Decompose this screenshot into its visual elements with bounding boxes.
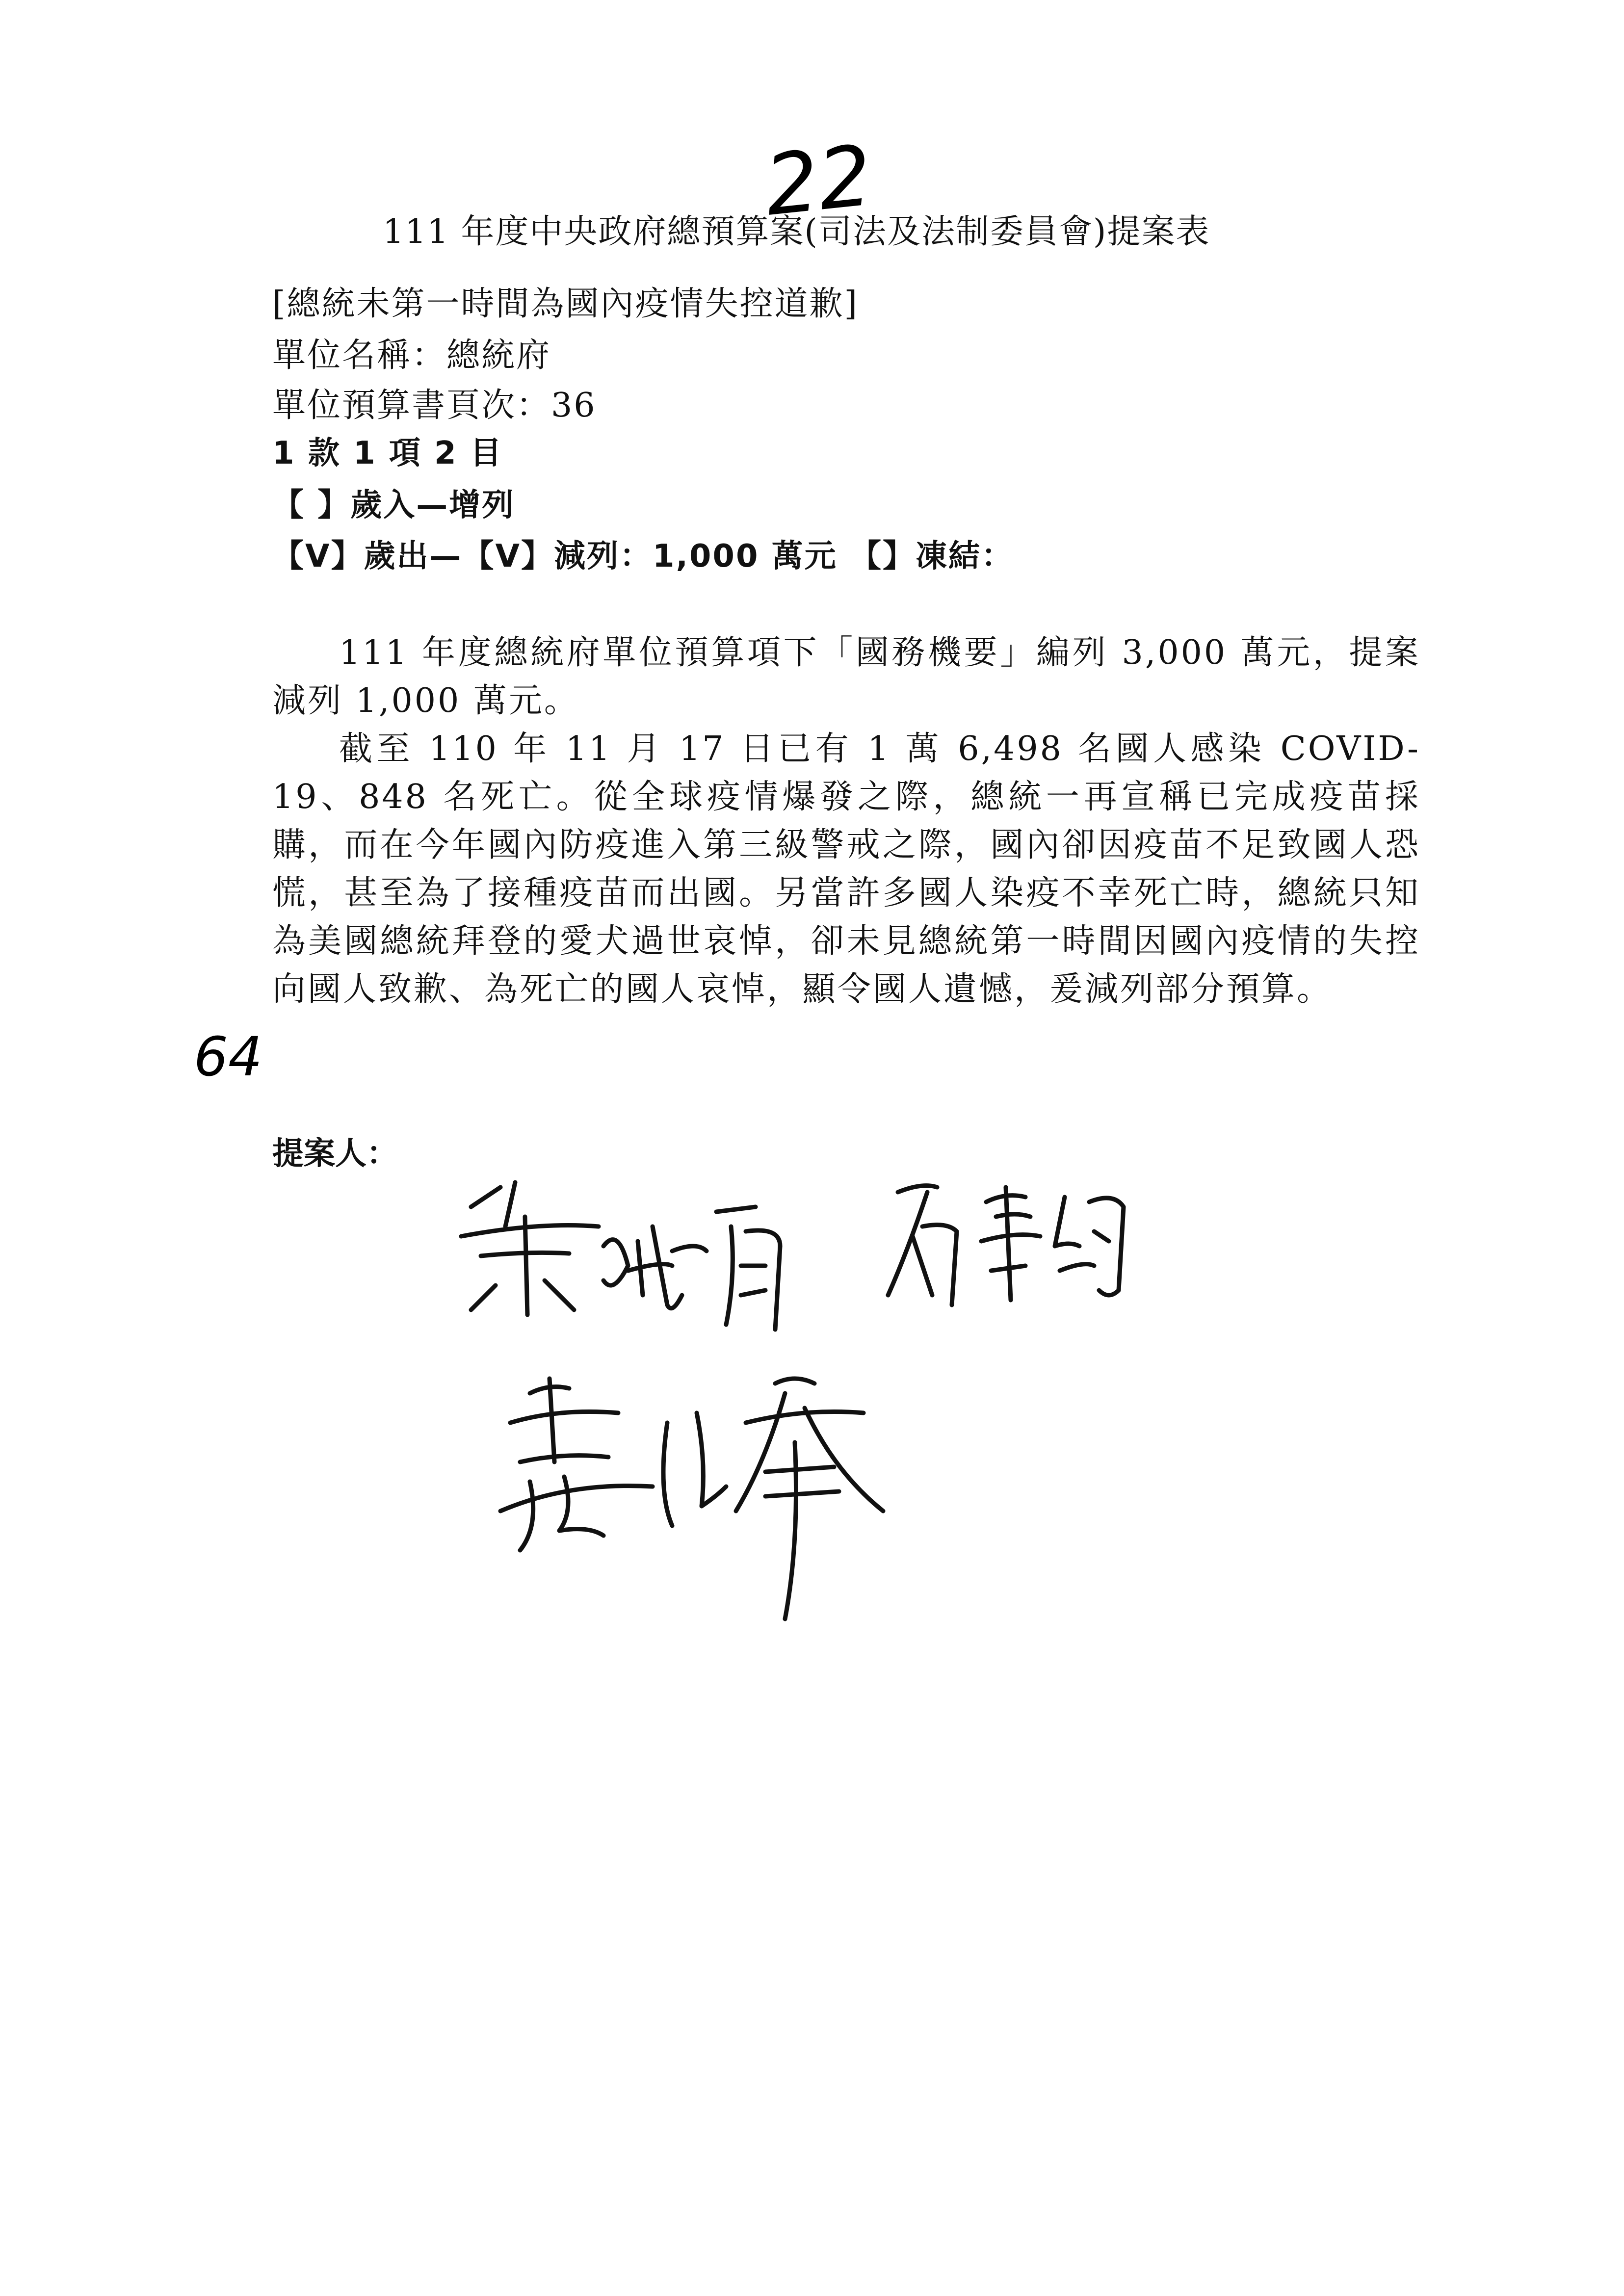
document-title: 111 年度中央政府總預算案(司法及法制委員會)提案表 bbox=[383, 212, 1210, 251]
expenditure-line: 【V】歲出—【V】減列：1,000 萬元 【】凍結： bbox=[272, 538, 1015, 574]
proposer-label: 提案人： bbox=[272, 1136, 398, 1172]
handwritten-page-number: 22 bbox=[760, 127, 877, 235]
signature-2 bbox=[878, 1173, 1153, 1330]
signature-1 bbox=[442, 1168, 834, 1374]
budget-item-code: 1 款 1 項 2 目 bbox=[272, 435, 503, 471]
handwritten-margin-number: 64 bbox=[194, 1025, 262, 1088]
unit-name: 單位名稱：總統府 bbox=[272, 336, 551, 375]
budget-page-number: 單位預算書頁次：36 bbox=[272, 386, 597, 425]
signature-3 bbox=[491, 1364, 957, 1639]
proposal-subject: [總統未第一時間為國內疫情失控道歉] bbox=[272, 285, 859, 323]
paragraph-budget-summary: 111 年度總統府單位預算項下「國務機要」編列 3,000 萬元，提案減列 1,000 萬元。 bbox=[272, 633, 1420, 720]
paragraph-reason: 截至 110 年 11 月 17 日已有 1 萬 6,498 名國人感染 COVID-19、848 名死亡。從全球疫情爆發之際，總統一再宣稱已完成疫苗採購，而在今年國內防疫進入第三級警戒之際，國內卻因疫苗不足致國人恐慌，甚至為了接種疫苗而出國。另當許多國人染疫不幸死亡時，總統只知為美國總統拜登的愛犬過世哀悼，卻未見總統第一時間因國內疫情的失控向國人致歉、為死亡的國人哀悼，顯令國人遺憾，爰減列部分預算。 bbox=[272, 730, 1420, 1009]
revenue-line: 【 】歲入—增列 bbox=[272, 487, 515, 523]
